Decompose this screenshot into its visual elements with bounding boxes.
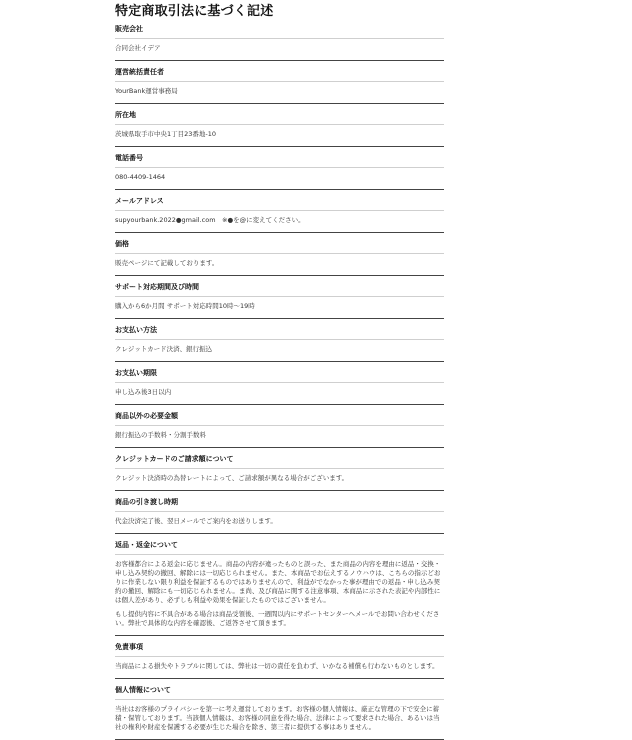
disclosure-section — [115, 491, 444, 534]
section-label: 販売会社 — [115, 18, 444, 39]
section-value — [115, 555, 444, 636]
section-label: クレジットカードのご請求額について — [115, 448, 444, 469]
section-value — [115, 297, 444, 319]
disclosure-section — [115, 405, 444, 448]
section-paragraph: supyourbank.2022●gmail.com ※●を@に変えてください。 — [115, 216, 305, 224]
disclosure-list — [115, 18, 444, 740]
section-value — [115, 512, 444, 534]
section-value — [115, 211, 444, 233]
disclosure-section — [115, 18, 444, 61]
section-label: お支払い方法 — [115, 319, 444, 340]
section-paragraph: もし提供内容に不具合がある場合は商品受領後、一週間以内にサポートセンターへメールでお問い合わせください。弊社で具体的な内容を確認後、ご返答させて頂きます。 — [115, 610, 440, 627]
section-paragraph: 茨城県取手市中央1丁目23番地-10 — [115, 130, 217, 138]
section-label: 免責事項 — [115, 636, 444, 657]
section-paragraph: 代金決済完了後、翌日メールでご案内をお送りします。 — [115, 517, 277, 525]
section-label: 個人情報について — [115, 679, 444, 700]
section-label: メールアドレス — [115, 190, 444, 211]
section-value — [115, 340, 444, 362]
section-value — [115, 426, 444, 448]
section-value — [115, 125, 444, 147]
section-paragraph: クレジットカード決済、銀行振込 — [115, 345, 213, 353]
disclosure-section — [115, 233, 444, 276]
section-paragraph: 申し込み後3日以内 — [115, 388, 172, 396]
disclosure-section — [115, 534, 444, 636]
section-label: 商品の引き渡し時期 — [115, 491, 444, 512]
section-label: 商品以外の必要金額 — [115, 405, 444, 426]
section-paragraph: 合同会社イデア — [115, 44, 161, 52]
section-value — [115, 82, 444, 104]
disclosure-section — [115, 61, 444, 104]
section-paragraph: YourBank運営事務局 — [115, 87, 178, 95]
section-label: サポート対応期間及び時間 — [115, 276, 444, 297]
section-paragraph: 銀行振込の手数料・分割手数料 — [115, 431, 206, 439]
disclosure-section — [115, 319, 444, 362]
section-paragraph: 080-4409-1464 — [115, 173, 166, 181]
section-value — [115, 383, 444, 405]
section-label: 運営統括責任者 — [115, 61, 444, 82]
section-value — [115, 168, 444, 190]
disclosure-section — [115, 147, 444, 190]
section-paragraph: 販売ページにて記載しております。 — [115, 259, 219, 267]
disclosure-section — [115, 276, 444, 319]
disclosure-section — [115, 362, 444, 405]
section-label: 返品・返金について — [115, 534, 444, 555]
section-paragraph: クレジット決済時の為替レートによって、ご請求額が異なる場合がございます。 — [115, 474, 349, 482]
disclosure-section — [115, 679, 444, 740]
section-value — [115, 700, 444, 740]
section-paragraph: 購入から6か月間 サポート対応時間10時～19時 — [115, 302, 255, 310]
section-value — [115, 469, 444, 491]
section-paragraph: お客様都合による返金に応じません。商品の内容が違ったものと誤った、また商品の内容を理由に返品・交換・申し込み契約の撤回、解除には一切応じられません。また、本商品でお伝えするノウハウは、こちらの指示どおりに作業しない限り利益を保証するものではありませんので、利益がでなかった事が理由での返品・申し込み契約の撤回、解除にも一切応じられません。ま尚、及び商品に関する注意事項、本商品に示された表記や内部性には個人差があり、必ずしも利益や効果を保証したものではございません。 — [115, 560, 441, 604]
disclosure-section — [115, 448, 444, 491]
section-paragraph: 当商品による損失やトラブルに関しては、弊社は一切の責任を負わず、いかなる補償も行わないものとします。 — [115, 662, 439, 670]
section-label: 電話番号 — [115, 147, 444, 168]
section-value — [115, 254, 444, 276]
section-label: お支払い期限 — [115, 362, 444, 383]
section-label: 価格 — [115, 233, 444, 254]
section-label: 所在地 — [115, 104, 444, 125]
section-value — [115, 657, 444, 679]
disclosure-section — [115, 636, 444, 679]
disclosure-section — [115, 104, 444, 147]
disclosure-section — [115, 190, 444, 233]
section-paragraph: 当社はお客様のプライバシーを第一に考え運営しております。お客様の個人情報は、厳正な管理の下で安全に蓄積・保管しております。当該個人情報は、お客様の同意を得た場合、法律によって要求された場合、あるいは当社の権利や財産を保護する必要が生じた場合を除き、第三者に提供する事はありません。 — [115, 705, 440, 731]
section-value — [115, 39, 444, 61]
page-title: 特定商取引法に基づく記述 — [115, 4, 274, 19]
